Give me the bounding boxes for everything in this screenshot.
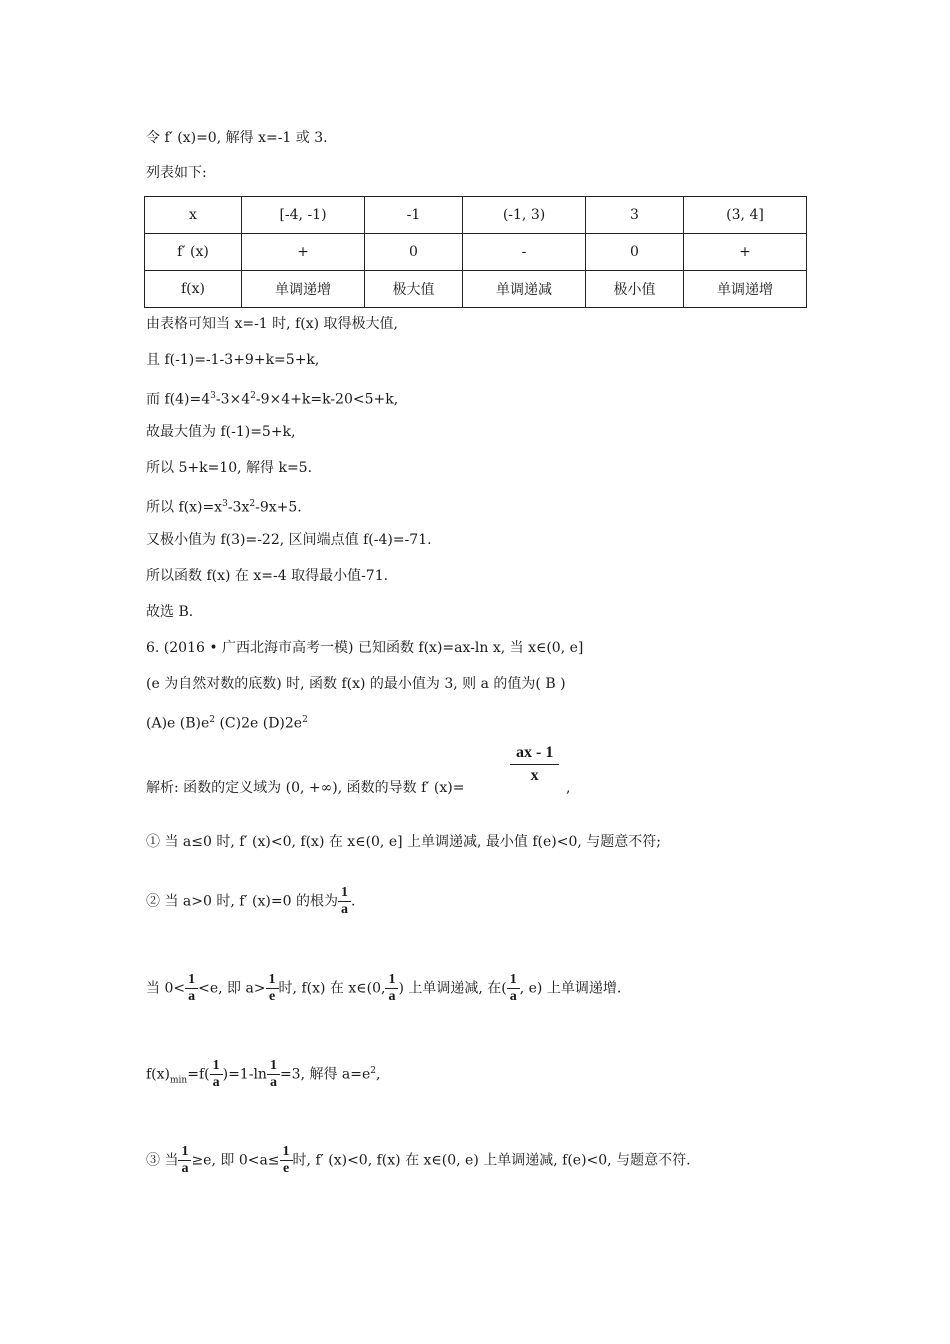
table-cell: 极大值 [365,271,463,308]
table-cell: 0 [365,234,463,271]
text: 且 f(-1)=-1-3+9+k=5+k, [146,352,320,368]
table-cell: + [242,234,365,271]
fraction: $\frac{1}{a}$ [338,885,351,918]
text: 而 f(4)=4 [146,391,211,408]
text-line [146,494,302,518]
exponent: 3 [210,391,216,401]
table-cell: (3, 4] [684,197,807,234]
exponent: 2 [250,391,256,401]
text: 6. (2016 • 广西北海市高考一模) 已知函数 f(x)=ax-ln x, 当 x∈(0, e] [146,640,584,656]
text: 列表如下: [146,165,207,181]
text: 所以函数 f(x) 在 x=-4 取得最小值-71. [146,568,389,584]
exponent: 2 [209,715,216,725]
table-row [145,234,807,271]
text: =3, 解得 a=e [279,1066,371,1083]
exponent: 2 [249,499,256,509]
table-cell: 单调递增 [242,271,365,308]
table-cell: -1 [365,197,463,234]
question-line [146,638,583,658]
derivative-fraction [510,742,559,787]
table-row [145,271,807,308]
text-line [146,314,398,334]
table-cell: - [463,234,586,271]
text: ③ 当 [146,1152,179,1169]
text-line [146,1144,691,1177]
text-line [146,350,319,370]
text: 所以 5+k=10, 解得 k=5. [146,460,313,476]
text: 故选 B. [146,604,194,620]
exponent: 3 [222,499,228,509]
text: f(x) [146,1066,171,1083]
text: ≥e, 即 0<a≤ [191,1152,280,1169]
text: 由表格可知当 x=-1 时, f(x) 取得极大值, [146,316,398,332]
fraction: $\frac{1}{a}$ [178,1144,191,1177]
answer-choices [146,710,308,734]
text: -3x [227,499,250,516]
text: ) 上单调递减, 在 [398,980,502,997]
fraction: $\frac{1}{a}$ [185,972,198,1005]
text: , [376,1066,381,1083]
text: (A)e (B)e [146,715,210,732]
text-line [146,530,432,550]
text-line [146,972,621,1005]
table-cell: 3 [586,197,684,234]
text: 令 f′ (x)=0, 解得 x=-1 或 3. [146,130,328,146]
text: ② 当 a>0 时, f′ (x)=0 的根为 [146,893,338,910]
text-line [146,422,296,442]
fraction: $\frac{1}{a}$ [385,972,398,1005]
text: 时, f(x) 在 x∈(0, [278,980,386,997]
fraction: $\frac{1}{e}$ [280,1144,293,1177]
text-line [146,386,398,410]
text: =f( [187,1066,210,1083]
table-cell: x [145,197,242,234]
numerator: ax - 1 [516,744,554,761]
text-line [566,778,570,798]
text: 时, f′ (x)<0, f(x) 在 x∈(0, e) 上单调递减, f(e)<0, 与题意不符. [292,1152,691,1169]
text-line [146,778,464,798]
text: -3×4 [215,391,251,408]
text: (C)2e (D)2e [215,715,303,732]
table-cell: + [684,234,807,271]
subscript: min [170,1075,188,1086]
fraction: $\frac{1}{a}$ [267,1058,280,1091]
text: 当 0< [146,980,186,997]
fraction: $\frac{1}{a}$ [507,972,520,1005]
text: , [566,780,571,796]
text: 解析: 函数的定义域为 (0, +∞), 函数的导数 f′ (x)= [146,780,465,796]
exponent: 2 [370,1065,377,1076]
table-cell: 极小值 [586,271,684,308]
text: 又极小值为 f(3)=-22, 区间端点值 f(-4)=-71. [146,532,432,548]
exponent: 2 [302,715,308,725]
text: ① 当 a≤0 时, f′ (x)<0, f(x) 在 x∈(0, e] 上单调递减, 最小值 f(e)<0, 与题意不符; [146,834,662,850]
table-cell: [-4, -1) [242,197,365,234]
table-cell: 单调递减 [463,271,586,308]
text-line [146,566,388,586]
text-line [146,885,355,918]
fraction: $\frac{1}{a}$ [210,1058,223,1091]
sign-table [144,196,807,308]
text: -9×4+k=k-20<5+k, [255,391,399,408]
table-cell: f′ (x) [145,234,242,271]
question-line [146,674,566,694]
text: , e) 上单调递增. [519,980,622,997]
table-row [145,197,807,234]
text: )=1-ln [222,1066,267,1083]
text: . [350,893,356,910]
text-line [146,602,193,622]
text-line [146,832,661,852]
text-line [146,163,207,183]
text-line [146,1058,380,1091]
text: -9x+5. [255,499,302,516]
text: 故最大值为 f(-1)=5+k, [146,424,296,440]
text: (e 为自然对数的底数) 时, 函数 f(x) 的最小值为 3, 则 a 的值为( B ) [146,676,566,692]
text: <e, 即 a> [198,980,266,997]
table-cell: (-1, 3) [463,197,586,234]
table-cell: f(x) [145,271,242,308]
text: 所以 f(x)=x [146,499,223,516]
denominator: x [510,764,559,787]
fraction: $\frac{1}{e}$ [266,972,279,1005]
text-line [146,128,328,148]
table-cell: 0 [586,234,684,271]
text: ( [501,980,507,997]
table-cell: 单调递增 [684,271,807,308]
text-line [146,458,312,478]
